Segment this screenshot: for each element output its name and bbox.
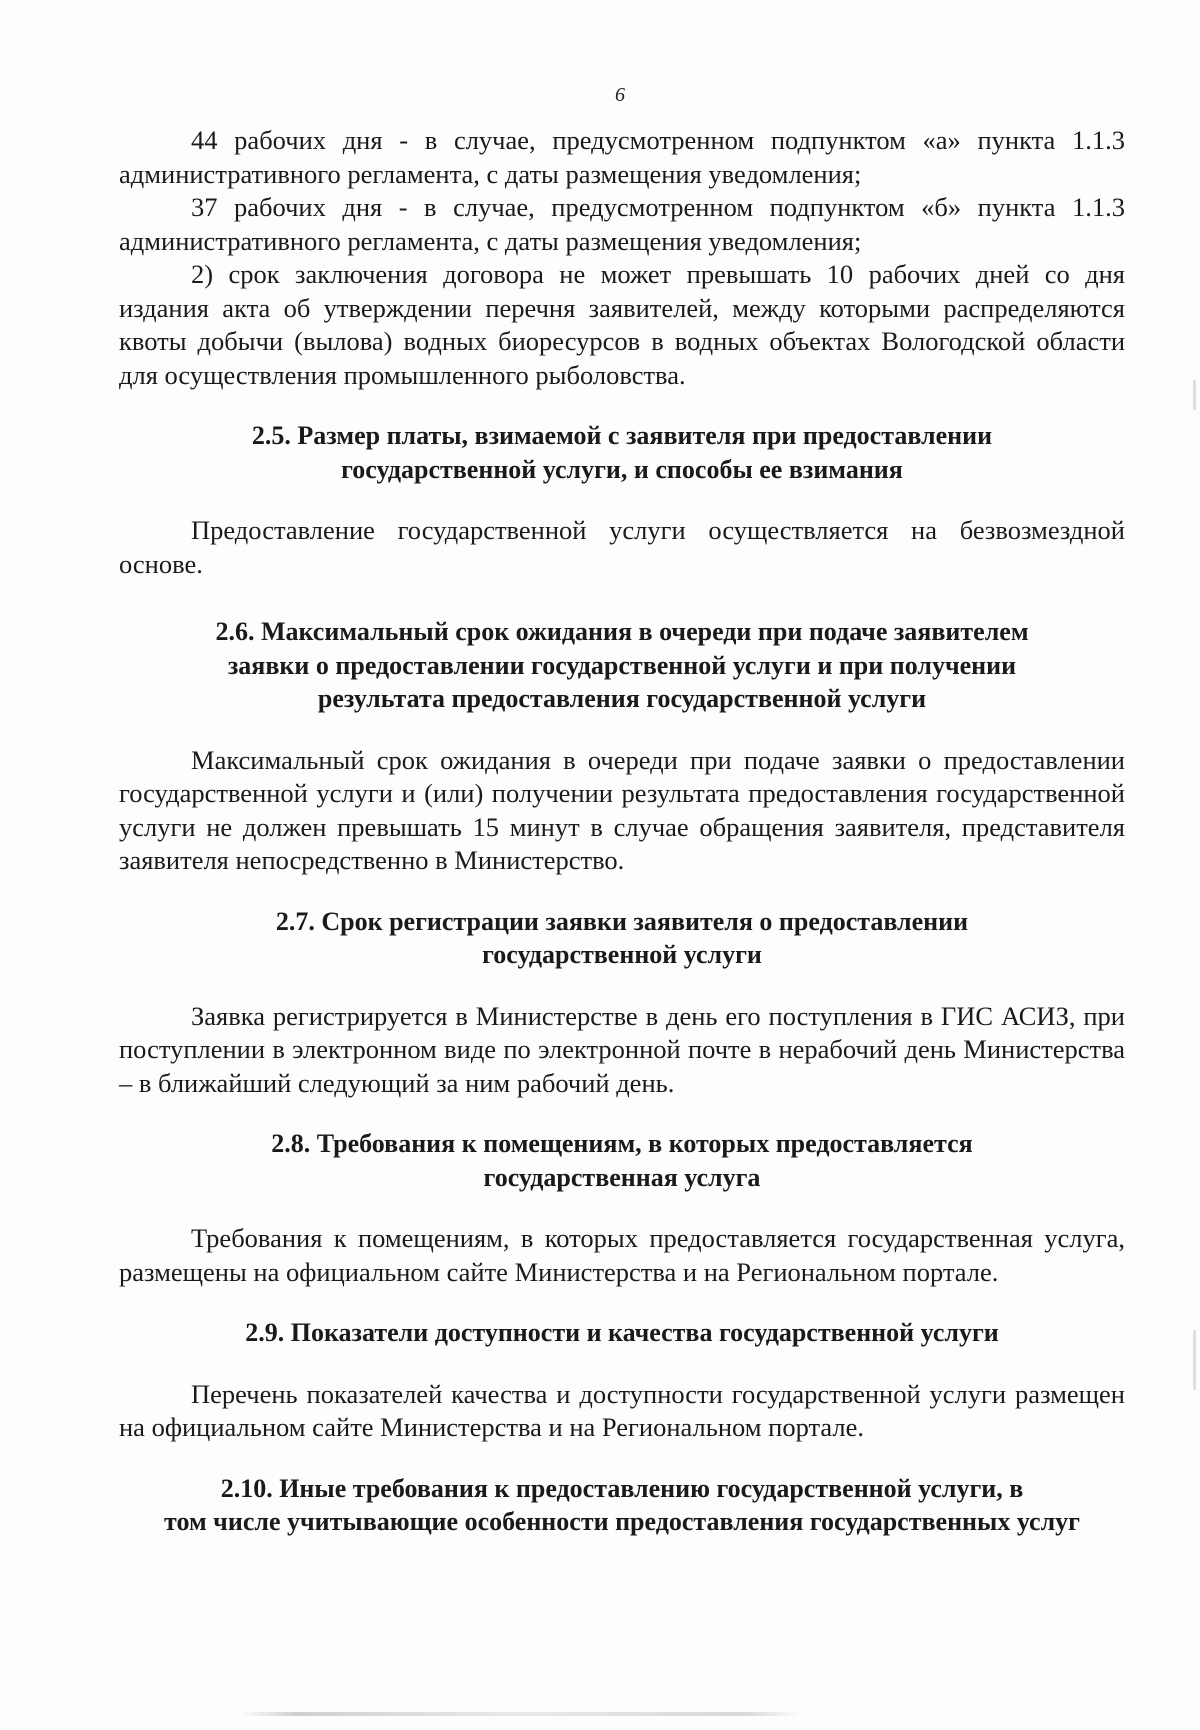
heading-line: 2.7. Срок регистрации заявки заявителя о предоставлении: [275, 906, 969, 936]
paragraph-queue-time: Максимальный срок ожидания в очереди при подаче заявки о предоставлении государственной услуги и (или) получении результата предоставления государственной услуги не должен превышать 15 минут в случае обращения заявителя, представителя заявителя непосредственно в Министерство.: [119, 744, 1125, 875]
heading-line: государственной услуги, и способы ее взимания: [341, 454, 903, 484]
heading-2-9: [119, 1316, 1125, 1350]
paragraph-contract-term: 2) срок заключения договора не может превышать 10 рабочих дней со дня издания акта об утверждении перечня заявителей, между которыми распределяются квоты добычи (вылова) водных биоресурсов в водных объектах Вологодской области для осуществления промышленного рыболовства.: [119, 259, 1125, 390]
heading-line: 2.10. Иные требования к предоставлению государственной услуги, в: [220, 1473, 1024, 1503]
scan-edge-mark: [1193, 380, 1196, 410]
heading-line: 2.8. Требования к помещениям, в которых предоставляется: [271, 1129, 973, 1158]
page-number: 6: [615, 84, 625, 106]
heading-2-7: [119, 905, 1125, 972]
paragraph-premises: Требования к помещениям, в которых предоставляется государственная услуга, размещены на официальном сайте Министерства и на Региональном портале.: [119, 1223, 1125, 1287]
scan-edge-mark: [1193, 1330, 1196, 1390]
heading-line: государственная услуга: [483, 1162, 761, 1192]
paragraph-44-days: 44 рабочих дня - в случае, предусмотренном подпунктом «а» пункта 1.1.3 административного регламента, с даты размещения уведомления;: [119, 125, 1125, 189]
heading-2-6: [119, 615, 1125, 716]
heading-line: 2.6. Максимальный срок ожидания в очереди при подаче заявителем: [215, 617, 1029, 646]
document-body: [119, 124, 1125, 1539]
paragraph-quality-indicators: Перечень показателей качества и доступности государственной услуги размещен на официальном сайте Министерства и на Региональном портале.: [119, 1378, 1125, 1442]
heading-2-8: [119, 1127, 1125, 1194]
heading-line: 2.9. Показатели доступности и качества государственной услуги: [245, 1318, 999, 1347]
heading-2-5: [119, 419, 1125, 486]
paragraph-registration: Заявка регистрируется в Министерстве в день его поступления в ГИС АСИЗ, при поступлении в электронном виде по электронной почте в нерабочий день Министерства – в ближайший следующий за ним рабочий день.: [119, 1000, 1125, 1098]
heading-line: 2.5. Размер платы, взимаемой с заявителя при предоставлении: [251, 421, 993, 450]
heading-line: заявки о предоставлении государственной услуги и при получении: [227, 650, 1017, 680]
scan-artifact: [240, 1712, 800, 1716]
heading-2-10: [119, 1472, 1125, 1539]
paragraph-37-days: 37 рабочих дня - в случае, предусмотренном подпунктом «б» пункта 1.1.3 административного регламента, с даты размещения уведомления;: [119, 192, 1125, 256]
heading-line: государственной услуги: [482, 940, 762, 969]
heading-line: результата предоставления государственной услуги: [317, 684, 927, 713]
heading-line: том числе учитывающие особенности предоставления государственных услуг: [164, 1507, 1080, 1536]
paragraph-fee: Предоставление государственной услуги осуществляется на безвозмездной основе.: [119, 515, 1125, 579]
